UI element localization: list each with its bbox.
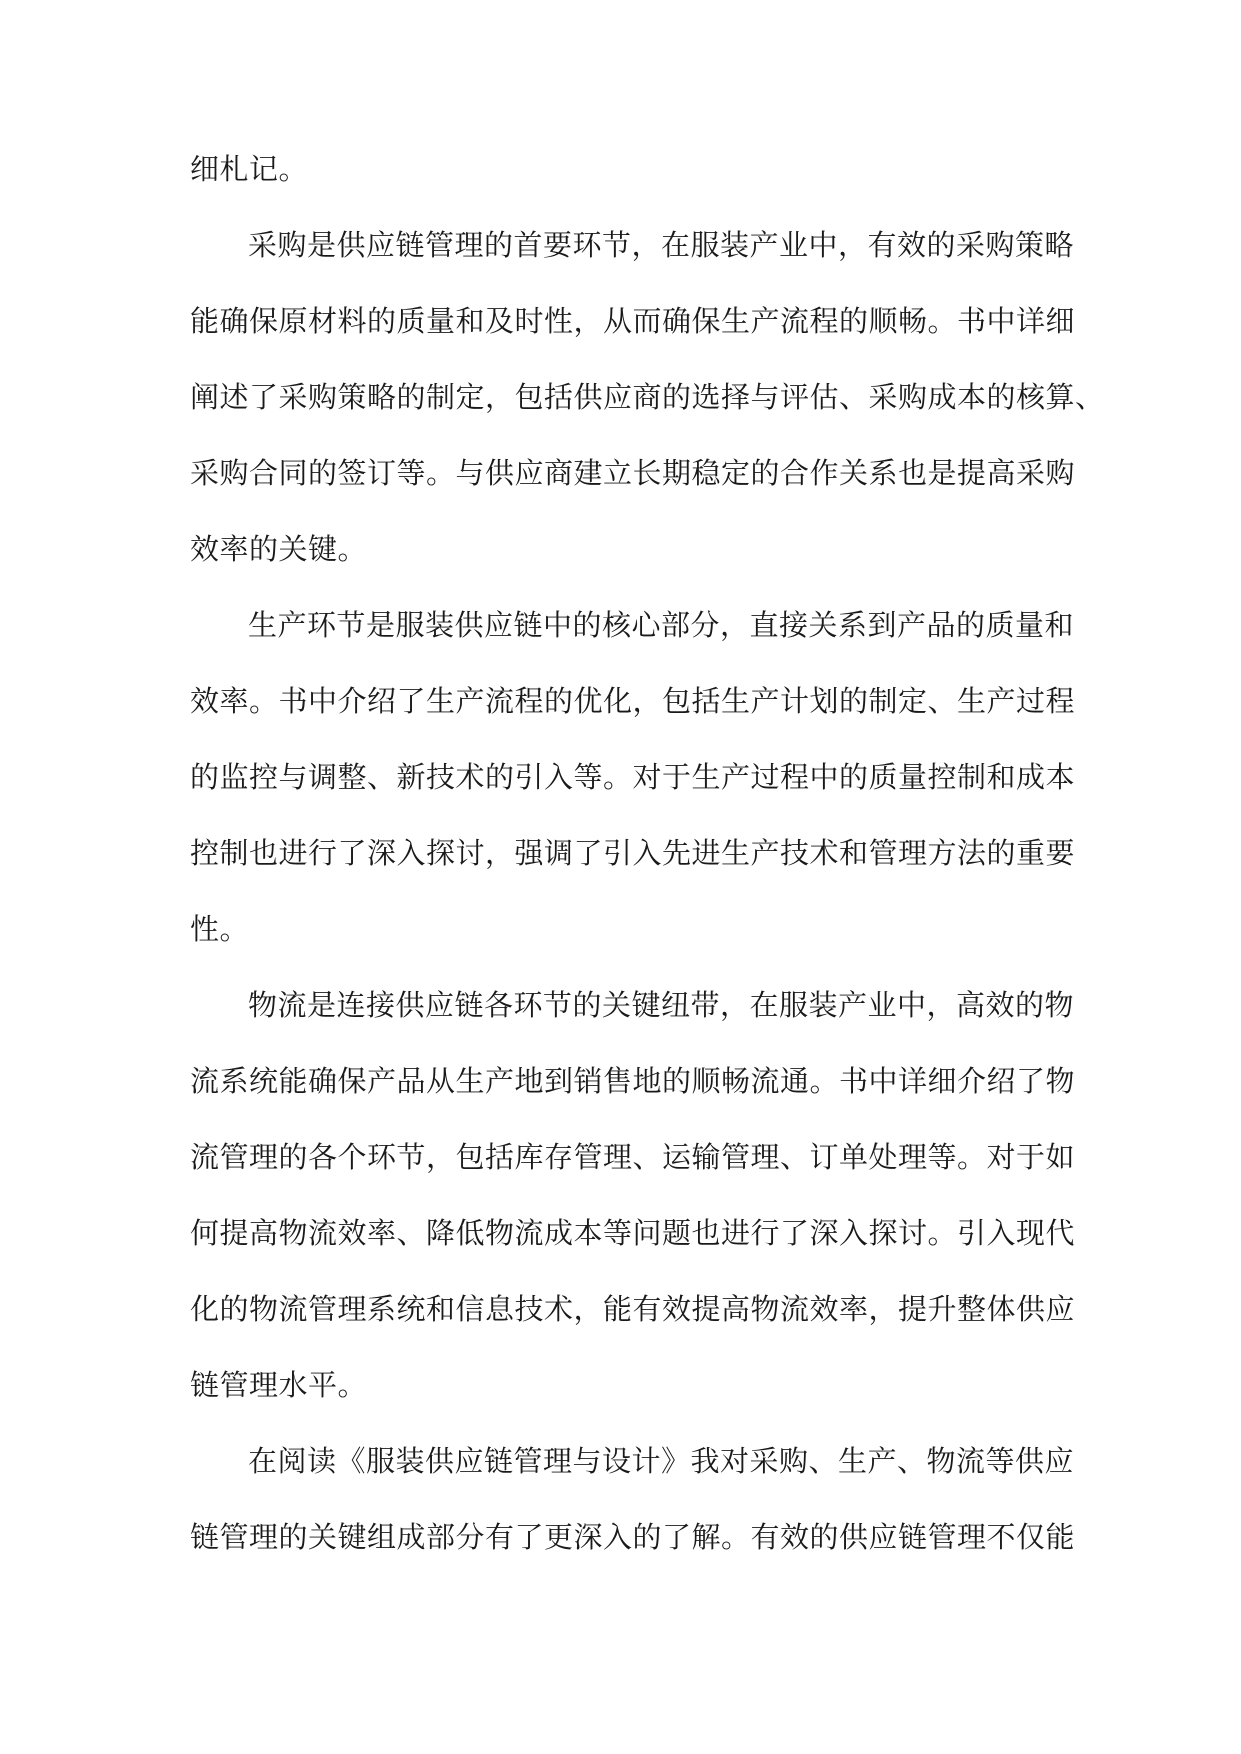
text-line: 效率。书中介绍了生产流程的优化，包括生产计划的制定、生产过程 — [190, 684, 1076, 718]
paragraph-production — [190, 597, 1076, 977]
text-line: 的监控与调整、新技术的引入等。对于生产过程中的质量控制和成本 — [190, 760, 1076, 794]
text-line: 细札记。 — [190, 152, 309, 186]
paragraph-summary — [190, 1433, 1076, 1585]
paragraph-logistics — [190, 977, 1076, 1433]
text-line: 流系统能确保产品从生产地到销售地的顺畅流通。书中详细介绍了物 — [190, 1064, 1076, 1098]
text-line: 阐述了采购策略的制定，包括供应商的选择与评估、采购成本的核算、 — [190, 380, 1105, 414]
text-line: 采购合同的签订等。与供应商建立长期稳定的合作关系也是提高采购 — [190, 456, 1076, 490]
paragraph-procurement — [190, 217, 1105, 597]
text-line: 化的物流管理系统和信息技术，能有效提高物流效率，提升整体供应 — [190, 1292, 1076, 1326]
text-line: 链管理的关键组成部分有了更深入的了解。有效的供应链管理不仅能 — [190, 1520, 1076, 1554]
text-line: 效率的关键。 — [190, 532, 368, 566]
body-text — [190, 141, 1105, 1585]
text-line: 何提高物流效率、降低物流成本等问题也进行了深入探讨。引入现代 — [190, 1216, 1076, 1250]
text-line: 性。 — [190, 912, 250, 946]
text-line: 物流是连接供应链各环节的关键纽带，在服装产业中，高效的物 — [248, 988, 1075, 1022]
text-line: 生产环节是服装供应链中的核心部分，直接关系到产品的质量和 — [248, 608, 1075, 642]
text-line: 在阅读《服装供应链管理与设计》我对采购、生产、物流等供应 — [248, 1444, 1075, 1478]
text-line: 能确保原材料的质量和及时性，从而确保生产流程的顺畅。书中详细 — [190, 304, 1076, 338]
text-line: 链管理水平。 — [190, 1368, 368, 1402]
text-line: 采购是供应链管理的首要环节，在服装产业中，有效的采购策略 — [248, 228, 1075, 262]
text-line: 流管理的各个环节，包括库存管理、运输管理、订单处理等。对于如 — [190, 1140, 1076, 1174]
text-line: 控制也进行了深入探讨，强调了引入先进生产技术和管理方法的重要 — [190, 836, 1076, 870]
paragraph-continuation — [190, 141, 1060, 217]
